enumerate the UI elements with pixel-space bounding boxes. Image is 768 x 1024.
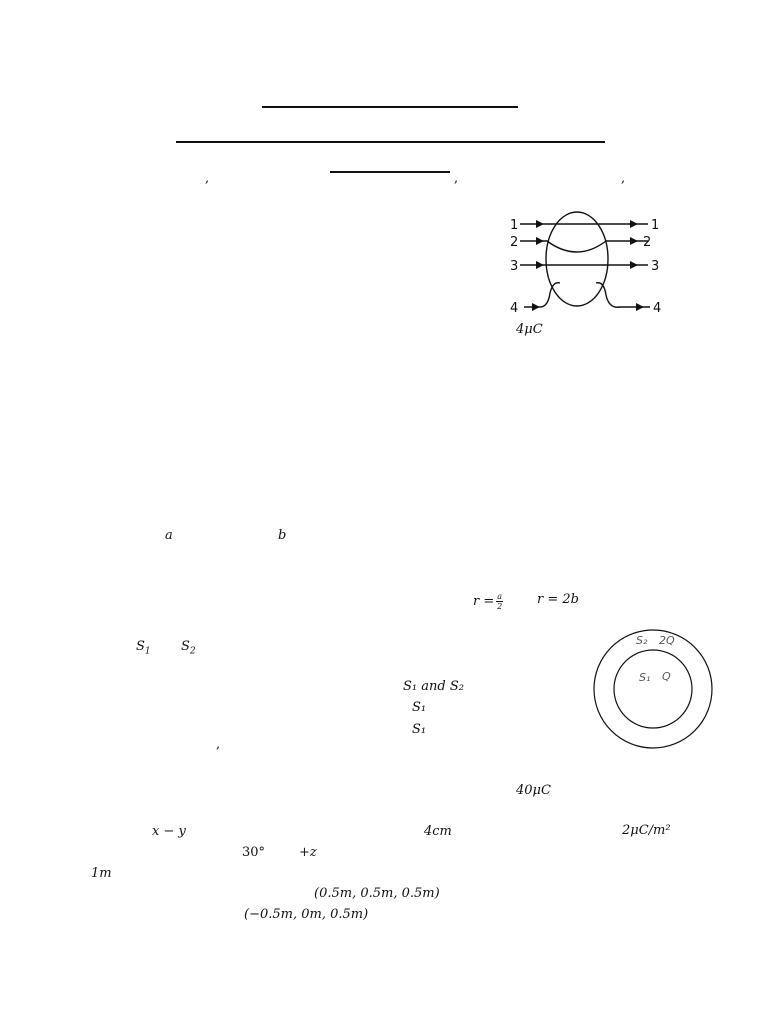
comma-1: , [205, 171, 210, 186]
s2-sub: 2 [189, 646, 196, 657]
var-a: a [165, 528, 173, 543]
frac-den: 2 [497, 602, 503, 611]
radius-a-lhs: r = [473, 594, 495, 609]
line-label-2-right: 2 [643, 235, 652, 250]
comma-4: , [216, 737, 221, 752]
header-rule-3 [330, 171, 450, 173]
shell-s2-label [181, 640, 196, 657]
charge-40uc: 40μC [516, 783, 551, 798]
s1-and-s2: S₁ and S₂ [403, 679, 464, 694]
var-b: b [278, 528, 287, 543]
plane-x-y: x − y [152, 824, 186, 839]
surface-density: 2μC/m² [622, 823, 671, 838]
line-label-4-right: 4 [653, 301, 662, 316]
line-label-1-left: 1 [510, 218, 519, 233]
s1-ref-1: S₁ [412, 700, 427, 715]
point-2: (−0.5m, 0m, 0.5m) [244, 907, 369, 922]
comma-2: , [454, 171, 459, 186]
angle-30: 30° [242, 845, 266, 860]
charge-label-4uc: 4μC [516, 322, 543, 337]
outer-shell-label: S₂ [636, 634, 648, 647]
frac-num: a [497, 592, 503, 601]
comma-3: , [621, 171, 626, 186]
distance-4cm: 4cm [424, 824, 452, 839]
inner-shell-charge: Q [662, 670, 671, 683]
s1-letter: S [136, 639, 145, 654]
outer-shell [594, 630, 712, 748]
header-rule-2 [176, 141, 605, 143]
line-label-1-right: 1 [651, 218, 660, 233]
field-line-4 [524, 283, 560, 307]
line-label-4-left: 4 [510, 301, 519, 316]
shell-s1-label [136, 640, 151, 657]
s2-letter: S [181, 639, 190, 654]
field-lines-figure [500, 205, 680, 325]
closed-surface [546, 212, 608, 306]
radius-a-over-2 [473, 592, 505, 611]
inner-shell [614, 650, 692, 728]
length-1m: 1m [91, 866, 112, 881]
fraction-a-2 [496, 592, 503, 611]
point-1: (0.5m, 0.5m, 0.5m) [314, 886, 440, 901]
line-label-2-left: 2 [510, 235, 519, 250]
outer-shell-charge: 2Q [659, 634, 675, 647]
concentric-shells-figure [590, 628, 718, 756]
radius-2b: r = 2b [537, 592, 579, 607]
header-rule-1 [262, 106, 518, 108]
line-label-3-right: 3 [651, 259, 660, 274]
s1-ref-2: S₁ [412, 722, 427, 737]
axis-plus-z: +z [299, 845, 317, 860]
s1-sub: 1 [144, 646, 151, 657]
inner-shell-label: S₁ [639, 671, 651, 684]
line-label-3-left: 3 [510, 259, 519, 274]
